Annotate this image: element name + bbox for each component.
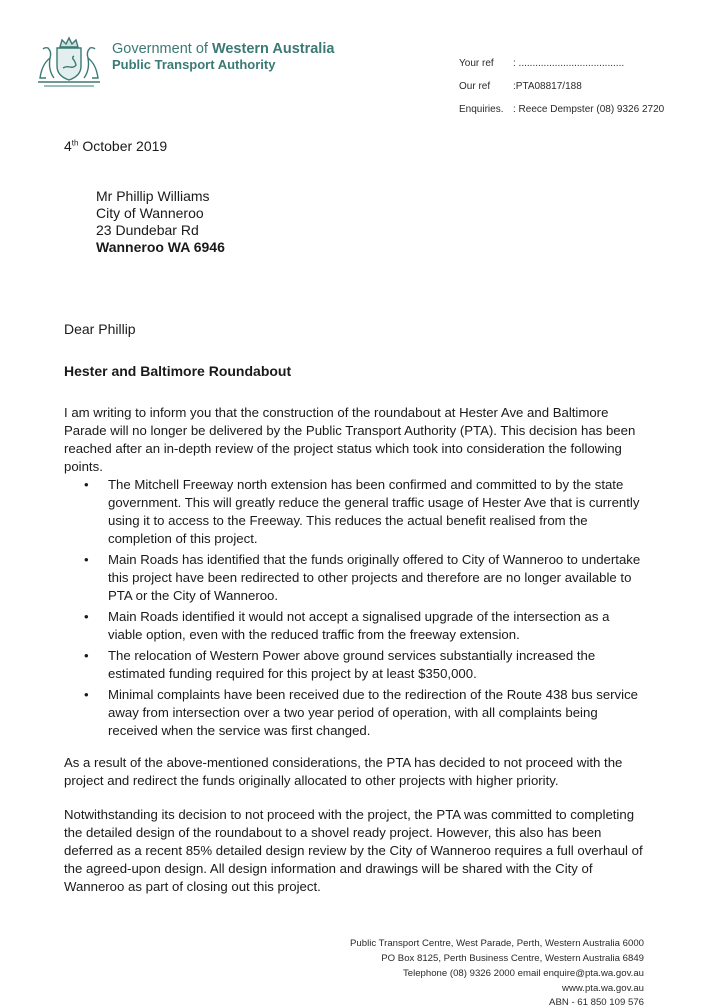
government-name: Government of Western Australia — [112, 41, 335, 57]
letter-subject: Hester and Baltimore Roundabout — [64, 363, 292, 379]
footer-contact: Telephone (08) 9326 2000 email enquire@pta.wa.gov.au — [402, 968, 644, 979]
intro-paragraph: I am writing to inform you that the construction of the roundabout at Hester Ave and Baltimore Parade will no longer be delivered by the Public Transport Authority (PTA). This decision has been reached after an in-depth review of the project status which took into consideration the following points. — [64, 405, 636, 474]
footer-website: www.pta.wa.gov.au — [562, 983, 644, 994]
recipient-city: Wanneroo WA 6946 — [96, 239, 225, 255]
considerations-list — [64, 476, 644, 740]
ref-label: Our ref — [459, 81, 491, 92]
list-item: • The Mitchell Freeway north extension has been confirmed and committed to by the state government. This will greatly reduce the general traffic usage of Hester Ave that is currently using it to access to the Freeway. This reduces the actual benefit realised from the completion of this project. — [108, 476, 644, 548]
your-ref-row — [459, 58, 624, 69]
list-item: • Main Roads identified it would not accept a signalised upgrade of the intersection as a viable option, even with the reduced traffic from the freeway extension. — [108, 608, 644, 644]
ref-label: Enquiries. — [459, 104, 504, 115]
footer-abn: ABN - 61 850 109 576 — [549, 997, 644, 1008]
list-item: • The relocation of Western Power above ground services substantially increased the estimated funding required for this project by at least $350,000. — [108, 647, 644, 683]
ref-label: Your ref — [459, 58, 494, 69]
salutation: Dear Phillip — [64, 321, 136, 337]
ref-value: :PTA08817/188 — [513, 81, 582, 92]
list-item: • Main Roads has identified that the funds originally offered to City of Wanneroo to undertake this project have been redirected to other projects and therefore are no longer available to PTA or the City of Wanneroo. — [108, 551, 644, 605]
wa-coat-of-arms-logo — [32, 30, 106, 90]
footer-po-box: PO Box 8125, Perth Business Centre, Western Australia 6849 — [381, 953, 644, 964]
decision-paragraph: As a result of the above-mentioned considerations, the PTA has decided to not proceed with the project and redirect the funds originally allocated to other projects with higher priority. — [64, 755, 623, 788]
recipient-name: Mr Phillip Williams — [96, 188, 210, 204]
letter-date: 4th October 2019 — [64, 138, 168, 154]
letter-body — [64, 404, 644, 896]
recipient-organisation: City of Wanneroo — [96, 205, 204, 221]
recipient-street: 23 Dundebar Rd — [96, 222, 199, 238]
ref-value: : ...................................... — [513, 58, 625, 69]
authority-name: Public Transport Authority — [112, 57, 276, 72]
our-ref-row — [459, 81, 582, 92]
footer-address: Public Transport Centre, West Parade, Perth, Western Australia 6000 — [350, 938, 644, 949]
design-paragraph: Notwithstanding its decision to not proceed with the project, the PTA was committed to completing the detailed design of the roundabout to a shovel ready project. However, this also has been deferred as a recent 85% detailed design review by the City of Wanneroo requires a full overhaul of the agreed-upon design. All design information and drawings will be shared with the City of Wanneroo as part of closing out this project. — [64, 807, 643, 894]
list-item: • Minimal complaints have been received due to the redirection of the Route 438 bus service away from intersection over a two year period of operation, with all complaints being received when the service was first changed. — [108, 686, 644, 740]
enquiries-row — [459, 104, 664, 115]
ref-value: : Reece Dempster (08) 9326 2720 — [513, 104, 665, 115]
